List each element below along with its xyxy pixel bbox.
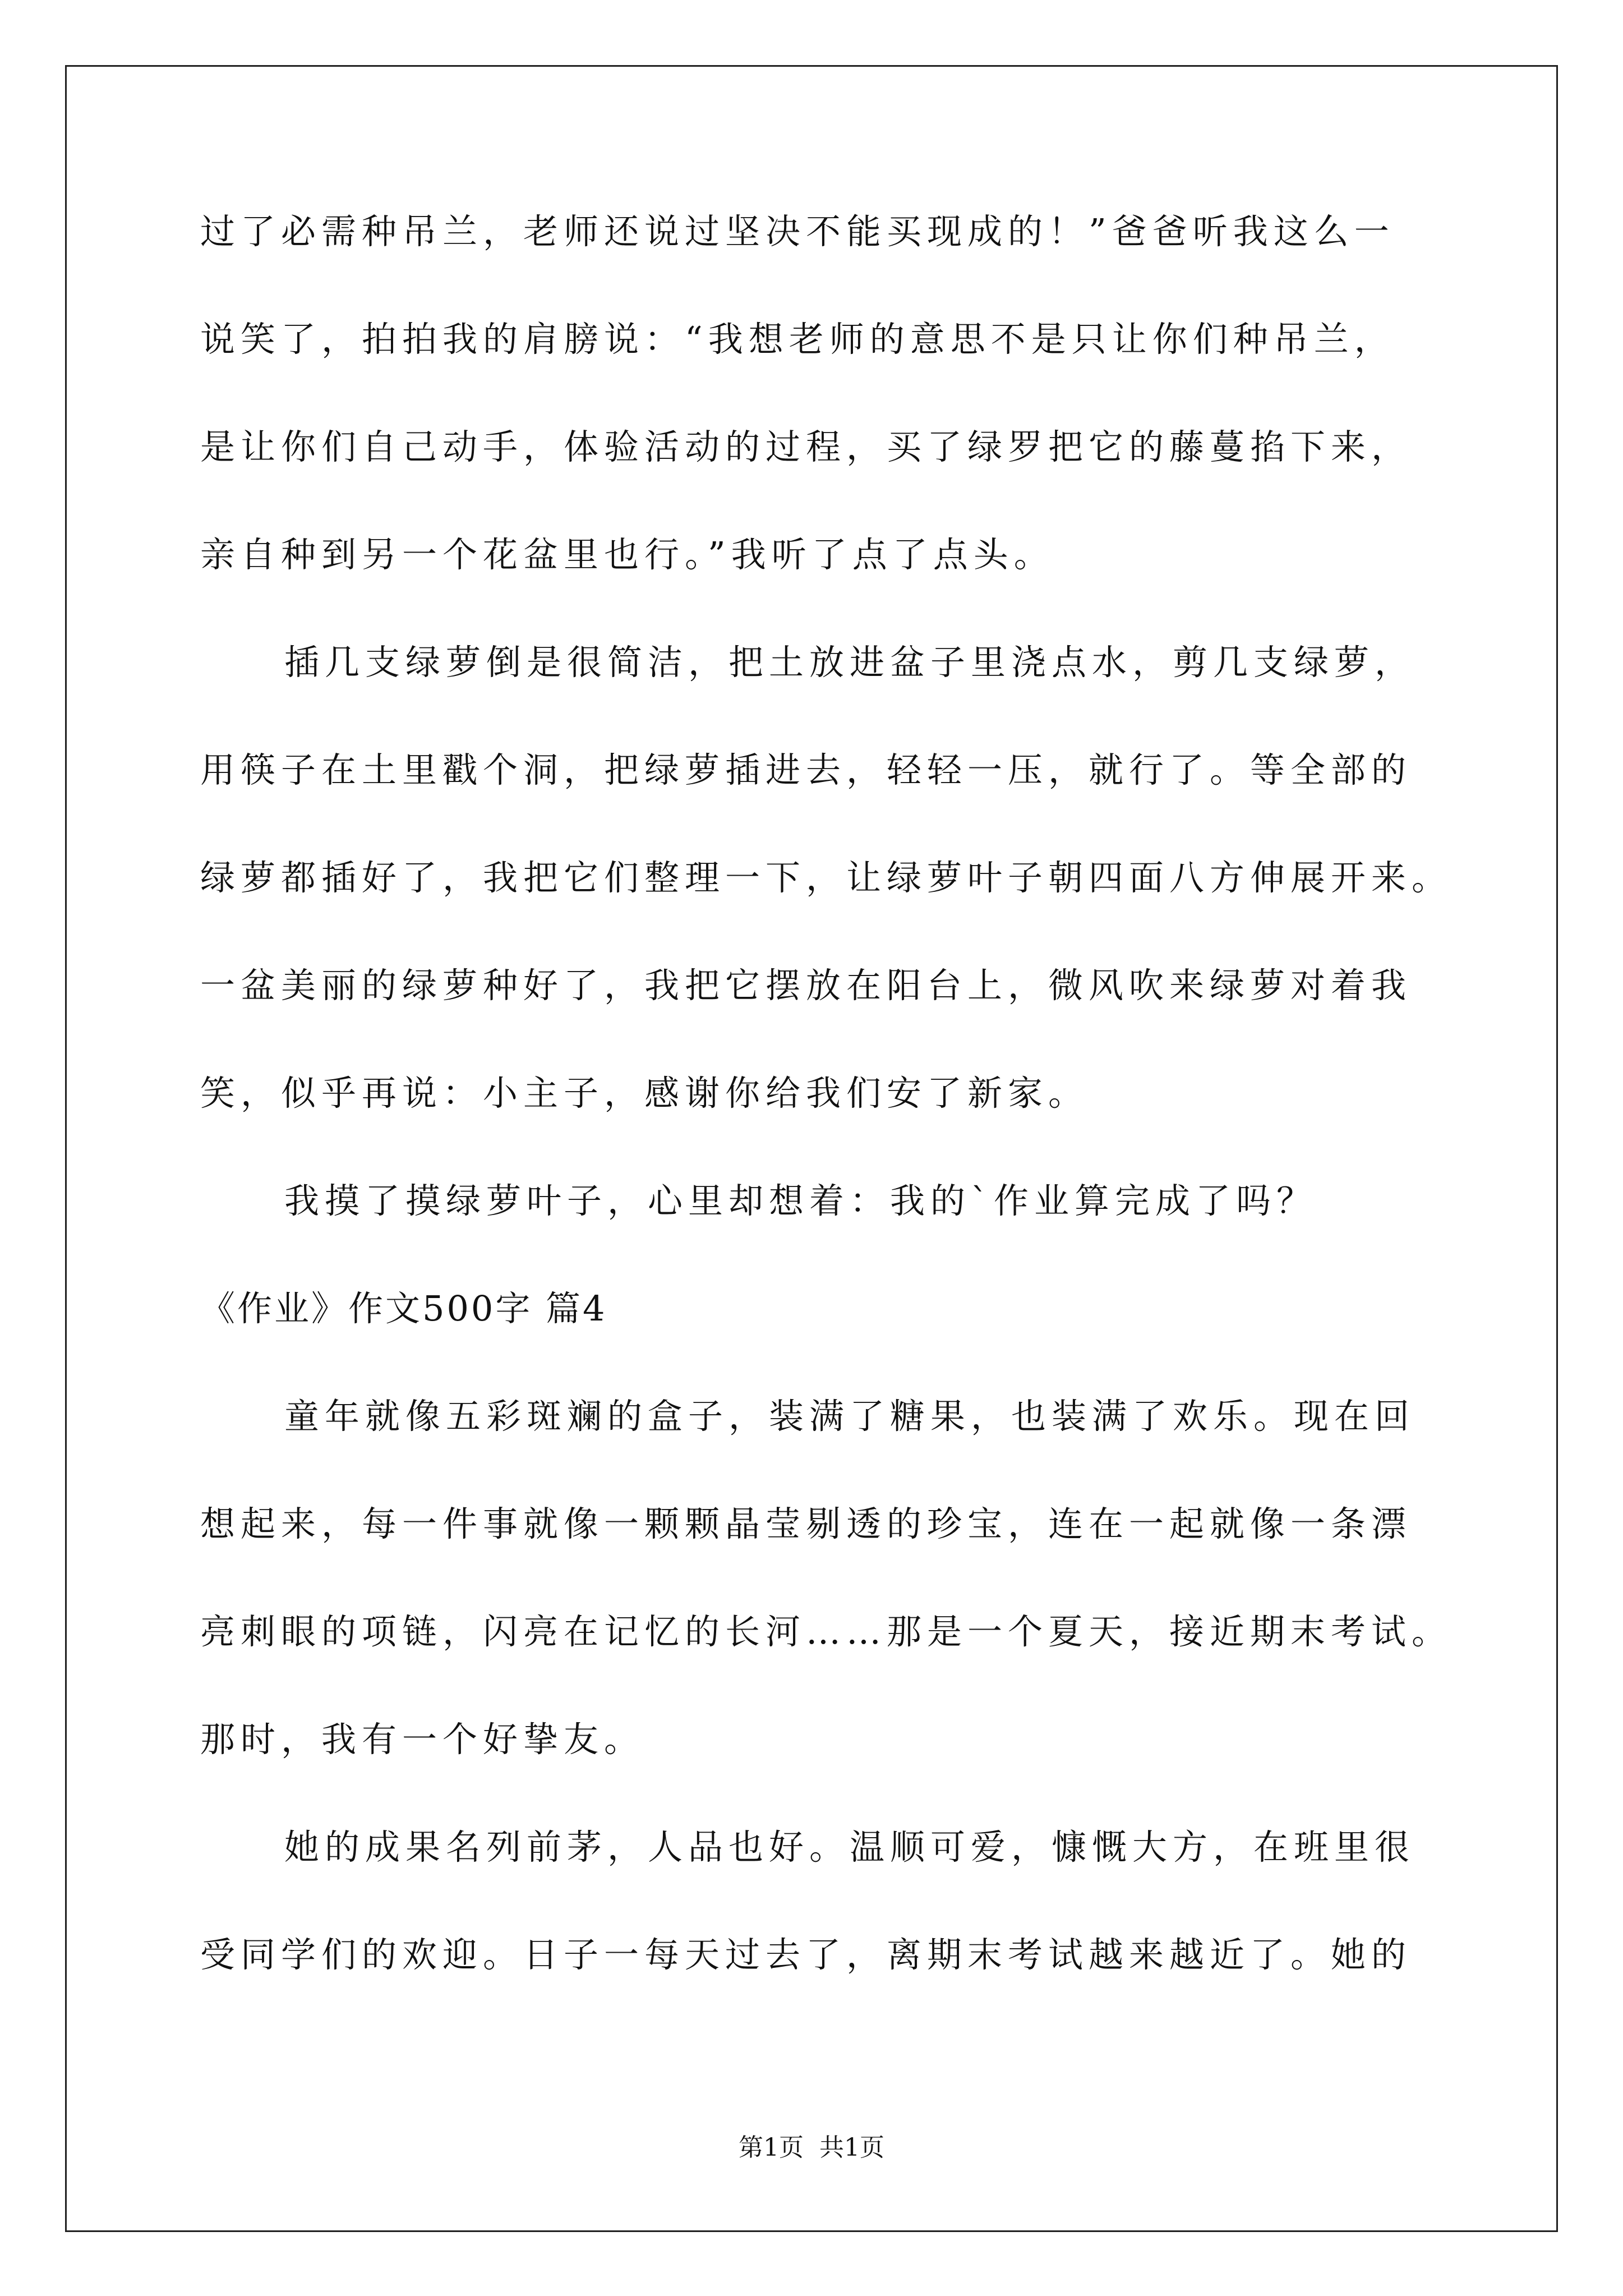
section-heading: 《作业》作文500字 篇4 <box>200 1288 607 1329</box>
body-line: 亲自种到另一个花盆里也行。”我听了点了点头。 <box>200 534 1054 575</box>
body-line: 那时，我有一个好挚友。 <box>200 1719 645 1760</box>
body-line: 说笑了，拍拍我的肩膀说：“我想老师的意思不是只让你们种吊兰， <box>200 319 1395 360</box>
body-line: 亮刺眼的项链，闪亮在记忆的长河……那是一个夏天，接近期末考试。 <box>200 1611 1453 1652</box>
page-footer: 第1页 共1页 <box>739 2133 884 2162</box>
body-line: 绿萝都插好了，我把它们整理一下，让绿萝叶子朝四面八方伸展开来。 <box>200 857 1453 898</box>
body-line: 想起来，每一件事就像一颗颗晶莹剔透的珍宝，连在一起就像一条漂 <box>200 1503 1412 1544</box>
paragraph-start-line: 她的成果名列前茅，人品也好。温顺可爱，慷慨大方，在班里很 <box>284 1826 1415 1867</box>
body-line: 受同学们的欢迎。日子一每天过去了，离期末考试越来越近了。她的 <box>200 1934 1412 1975</box>
paragraph-start-line: 插几支绿萝倒是很简洁，把土放进盆子里浇点水，剪几支绿萝， <box>284 642 1415 683</box>
body-line: 一盆美丽的绿萝种好了，我把它摆放在阳台上，微风吹来绿萝对着我 <box>200 965 1412 1006</box>
body-line: 是让你们自己动手，体验活动的过程，买了绿罗把它的藤蔓掐下来， <box>200 426 1412 467</box>
document-body <box>200 210 1453 2041</box>
body-line: 用筷子在土里戳个洞，把绿萝插进去，轻轻一压，就行了。等全部的 <box>200 749 1412 790</box>
paragraph-start-line: 童年就像五彩斑斓的盒子，装满了糖果，也装满了欢乐。现在回 <box>284 1396 1415 1437</box>
body-line: 笑，似乎再说：小主子，感谢你给我们安了新家。 <box>200 1073 1089 1114</box>
paragraph-start-line: 我摸了摸绿萝叶子，心里却想着：我的`作业算完成了吗？ <box>284 1180 1317 1221</box>
body-line: 过了必需种吊兰，老师还说过坚决不能买现成的！”爸爸听我这么一 <box>200 211 1395 252</box>
